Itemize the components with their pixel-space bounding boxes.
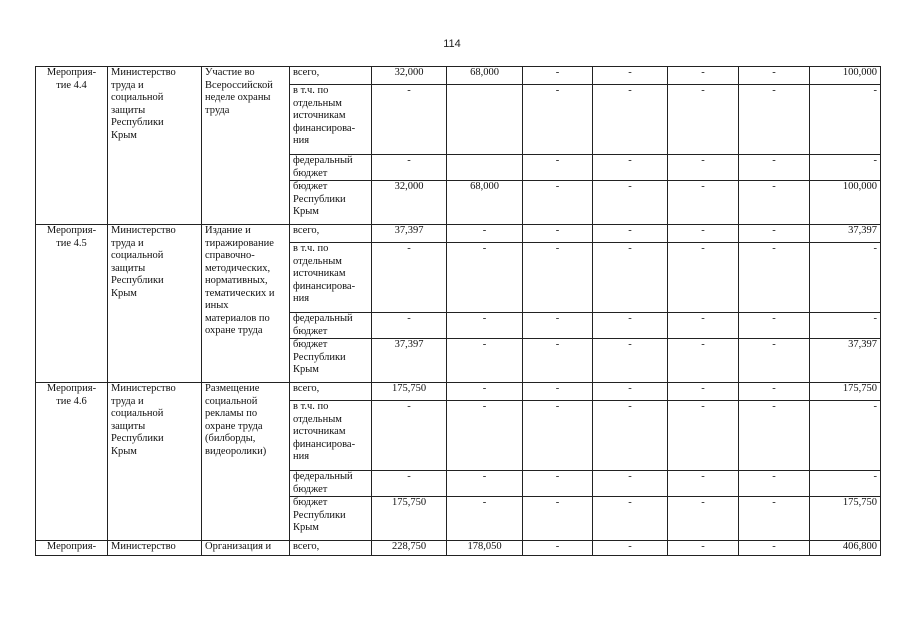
year-value-cell: - xyxy=(668,67,739,85)
year-value-cell: - xyxy=(739,85,810,155)
page-number: 114 xyxy=(443,38,461,50)
year-value-cell: - xyxy=(668,181,739,225)
year-value-cell: - xyxy=(447,243,523,313)
year-value-cell: - xyxy=(739,155,810,181)
year-value-cell: - xyxy=(523,85,593,155)
year-value-cell: - xyxy=(447,383,523,401)
event-title-cell: Участие во Всероссийской неделе охраны труда xyxy=(202,67,290,225)
year-value-cell: - xyxy=(593,155,668,181)
funding-source-cell: федеральный бюджет xyxy=(290,313,372,339)
year-value-cell: - xyxy=(372,401,447,471)
year-value-cell: - xyxy=(593,85,668,155)
year-value-cell: - xyxy=(739,225,810,243)
year-value-cell: 68,000 xyxy=(447,181,523,225)
year-value-cell: - xyxy=(739,313,810,339)
event-event-cell: Мероприя- тие 4.6 xyxy=(36,383,108,541)
year-value-cell: 228,750 xyxy=(372,541,447,556)
funding-source-cell: бюджет Республики Крым xyxy=(290,497,372,541)
year-value-cell: - xyxy=(668,401,739,471)
event-executor-cell: Министерство xyxy=(108,541,202,556)
total-value-cell: 100,000 xyxy=(810,181,881,225)
year-value-cell: - xyxy=(668,225,739,243)
year-value-cell: - xyxy=(593,243,668,313)
table-row xyxy=(36,541,881,556)
year-value-cell: 37,397 xyxy=(372,339,447,383)
year-value-cell: - xyxy=(739,339,810,383)
year-value-cell: - xyxy=(739,541,810,556)
year-value-cell: - xyxy=(593,313,668,339)
event-executor-cell: Министерство труда и социальной защиты Республики Крым xyxy=(108,383,202,541)
year-value-cell: - xyxy=(523,471,593,497)
funding-source-cell: всего, xyxy=(290,383,372,401)
year-value-cell: - xyxy=(739,243,810,313)
year-value-cell xyxy=(447,155,523,181)
year-value-cell: - xyxy=(447,313,523,339)
year-value-cell: - xyxy=(523,155,593,181)
year-value-cell: - xyxy=(668,243,739,313)
funding-source-cell: в т.ч. по отдельным источникам финансирова- ния xyxy=(290,243,372,313)
event-title-cell: Организация и xyxy=(202,541,290,556)
year-value-cell: - xyxy=(523,225,593,243)
event-title-cell: Размещение социальной рекламы по охране труда (билборды, видеоролики) xyxy=(202,383,290,541)
year-value-cell: - xyxy=(523,497,593,541)
table-row xyxy=(36,383,881,401)
year-value-cell: - xyxy=(593,67,668,85)
year-value-cell: - xyxy=(593,497,668,541)
year-value-cell: - xyxy=(523,181,593,225)
total-value-cell: - xyxy=(810,471,881,497)
year-value-cell: - xyxy=(372,155,447,181)
year-value-cell: - xyxy=(739,471,810,497)
year-value-cell: - xyxy=(372,85,447,155)
funding-table xyxy=(35,66,881,556)
funding-source-cell: бюджет Республики Крым xyxy=(290,181,372,225)
total-value-cell: - xyxy=(810,401,881,471)
year-value-cell: - xyxy=(372,471,447,497)
year-value-cell: - xyxy=(739,401,810,471)
year-value-cell: - xyxy=(668,85,739,155)
year-value-cell: - xyxy=(668,497,739,541)
year-value-cell: 68,000 xyxy=(447,67,523,85)
year-value-cell: - xyxy=(668,383,739,401)
year-value-cell: - xyxy=(668,155,739,181)
year-value-cell: - xyxy=(668,541,739,556)
total-value-cell: - xyxy=(810,313,881,339)
year-value-cell: - xyxy=(372,243,447,313)
year-value-cell: - xyxy=(593,181,668,225)
funding-source-cell: бюджет Республики Крым xyxy=(290,339,372,383)
year-value-cell: - xyxy=(523,243,593,313)
year-value-cell: - xyxy=(739,497,810,541)
event-event-cell: Мероприя- тие 4.4 xyxy=(36,67,108,225)
funding-source-cell: федеральный бюджет xyxy=(290,471,372,497)
year-value-cell xyxy=(447,85,523,155)
total-value-cell: 175,750 xyxy=(810,383,881,401)
year-value-cell: - xyxy=(593,383,668,401)
total-value-cell: - xyxy=(810,243,881,313)
year-value-cell: 178,050 xyxy=(447,541,523,556)
year-value-cell: - xyxy=(668,313,739,339)
year-value-cell: - xyxy=(523,383,593,401)
total-value-cell: 37,397 xyxy=(810,225,881,243)
year-value-cell: - xyxy=(523,401,593,471)
table-row xyxy=(36,225,881,243)
year-value-cell: 32,000 xyxy=(372,181,447,225)
funding-source-cell: всего, xyxy=(290,541,372,556)
year-value-cell: - xyxy=(447,339,523,383)
year-value-cell: - xyxy=(668,471,739,497)
year-value-cell: - xyxy=(523,67,593,85)
year-value-cell: 32,000 xyxy=(372,67,447,85)
funding-source-cell: в т.ч. по отдельным источникам финансирова- ния xyxy=(290,85,372,155)
year-value-cell: - xyxy=(523,541,593,556)
funding-source-cell: федеральный бюджет xyxy=(290,155,372,181)
event-title-cell: Издание и тиражирование справочно- методических, нормативных, тематических и иных материалов по охране труда xyxy=(202,225,290,383)
year-value-cell: - xyxy=(739,67,810,85)
year-value-cell: - xyxy=(447,497,523,541)
total-value-cell: 175,750 xyxy=(810,497,881,541)
funding-source-cell: всего, xyxy=(290,225,372,243)
event-executor-cell: Министерство труда и социальной защиты Республики Крым xyxy=(108,67,202,225)
year-value-cell: 175,750 xyxy=(372,497,447,541)
year-value-cell: - xyxy=(593,339,668,383)
funding-source-cell: в т.ч. по отдельным источникам финансирова- ния xyxy=(290,401,372,471)
year-value-cell: - xyxy=(593,401,668,471)
table-row xyxy=(36,67,881,85)
year-value-cell: - xyxy=(447,401,523,471)
event-executor-cell: Министерство труда и социальной защиты Республики Крым xyxy=(108,225,202,383)
total-value-cell: 100,000 xyxy=(810,67,881,85)
year-value-cell: - xyxy=(739,383,810,401)
year-value-cell: - xyxy=(447,225,523,243)
year-value-cell: 175,750 xyxy=(372,383,447,401)
total-value-cell: 406,800 xyxy=(810,541,881,556)
funding-source-cell: всего, xyxy=(290,67,372,85)
year-value-cell: - xyxy=(593,225,668,243)
year-value-cell: 37,397 xyxy=(372,225,447,243)
year-value-cell: - xyxy=(523,339,593,383)
year-value-cell: - xyxy=(593,541,668,556)
event-event-cell: Мероприя- тие 4.5 xyxy=(36,225,108,383)
year-value-cell: - xyxy=(523,313,593,339)
year-value-cell: - xyxy=(668,339,739,383)
year-value-cell: - xyxy=(372,313,447,339)
year-value-cell: - xyxy=(593,471,668,497)
year-value-cell: - xyxy=(739,181,810,225)
total-value-cell: - xyxy=(810,85,881,155)
year-value-cell: - xyxy=(447,471,523,497)
event-event-cell: Мероприя- xyxy=(36,541,108,556)
total-value-cell: - xyxy=(810,155,881,181)
total-value-cell: 37,397 xyxy=(810,339,881,383)
